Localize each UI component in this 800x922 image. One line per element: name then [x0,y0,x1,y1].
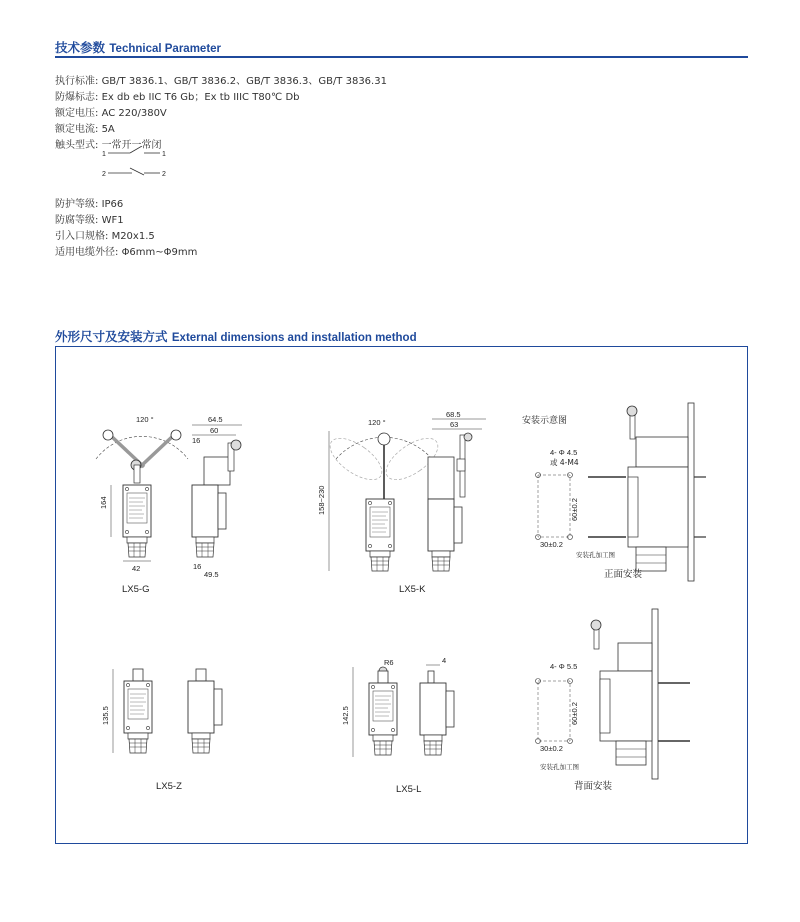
lx5g-angle: 120 ° [136,415,154,424]
lx5g-164: 164 [99,496,108,509]
technical-title-cn: 技术参数 [55,40,106,55]
front-note: 安装孔加工图 [576,551,615,559]
lx5g-42: 42 [132,564,141,573]
lx5l-caption: LX5-L [396,784,422,795]
back-note: 安装孔加工图 [540,763,579,771]
terminal-1a: 1 [102,151,106,158]
lx5g-60: 60 [210,426,219,435]
param-ex-mark: 防爆标志: Ex db eb IIC T6 Gb；Ex tb IIIC T80℃ Db [55,92,300,103]
technical-title-en: Technical Parameter [109,43,222,55]
lx5l-142: 142.5 [341,706,350,725]
lx5g-16a: 16 [192,436,201,445]
lx5k-68-5: 68.5 [446,410,461,419]
terminal-1b: 1 [162,151,166,158]
lx5l-r6: R6 [384,658,394,667]
param-anticorrosion: 防腐等级: WF1 [55,215,124,226]
lx5g-16b: 16 [193,562,202,571]
external-section-title [55,327,417,345]
front-hole2: 或 4-M4 [550,458,579,467]
external-title-en: External dimensions and installation method [171,332,417,344]
lx5k-158: 158~230 [317,485,326,515]
back-30: 30±0.2 [540,744,563,753]
lx5k-angle: 120 ° [368,418,386,427]
param-entry: 引入口规格: M20x1.5 [55,231,155,242]
technical-section-title [55,38,221,56]
param-cable: 适用电缆外径: Φ6mm~Φ9mm [55,247,198,258]
lx5z-drawing [101,669,222,792]
param-contact: 触头型式: 一常开一常闭 [55,140,162,151]
terminal-2a: 2 [102,171,106,178]
lx5k-caption: LX5-K [399,584,426,595]
param-standard: 执行标准: GB/T 3836.1、GB/T 3836.2、GB/T 3836.3、GB/T 3836.31 [55,76,387,87]
param-voltage: 额定电压: AC 220/380V [55,108,167,119]
lx5g-49-5: 49.5 [204,570,219,579]
front-mount-drawing [522,403,706,581]
lx5k-63: 63 [450,420,459,429]
lx5g-drawing [96,415,242,595]
dimensions-frame [55,346,748,844]
lx5z-caption: LX5-Z [156,781,182,792]
front-title: 安装示意图 [522,416,568,426]
front-caption: 正面安装 [604,569,643,580]
front-30: 30±0.2 [540,540,563,549]
back-caption: 背面安装 [574,781,613,792]
lx5l-drawing [341,656,454,795]
contact-symbol [100,146,180,182]
back-mount-drawing [536,609,691,792]
param-current: 额定电流: 5A [55,124,115,135]
dimensions-drawing [56,347,749,845]
terminal-2b: 2 [162,171,166,178]
technical-title-rule [55,56,748,58]
lx5g-caption: LX5-G [122,584,150,595]
back-hole: 4- Φ 5.5 [550,662,578,671]
front-hole1: 4- Φ 4.5 [550,448,578,457]
external-title-cn: 外形尺寸及安装方式 [55,329,168,344]
param-protection: 防护等级: IP66 [55,199,124,210]
lx5l-4: 4 [442,656,447,665]
front-60: 60±0.2 [570,498,579,521]
back-60: 60±0.2 [570,702,579,725]
lx5z-135: 135.5 [101,706,110,725]
lx5k-drawing [317,410,486,595]
lx5g-64-5: 64.5 [208,415,223,424]
